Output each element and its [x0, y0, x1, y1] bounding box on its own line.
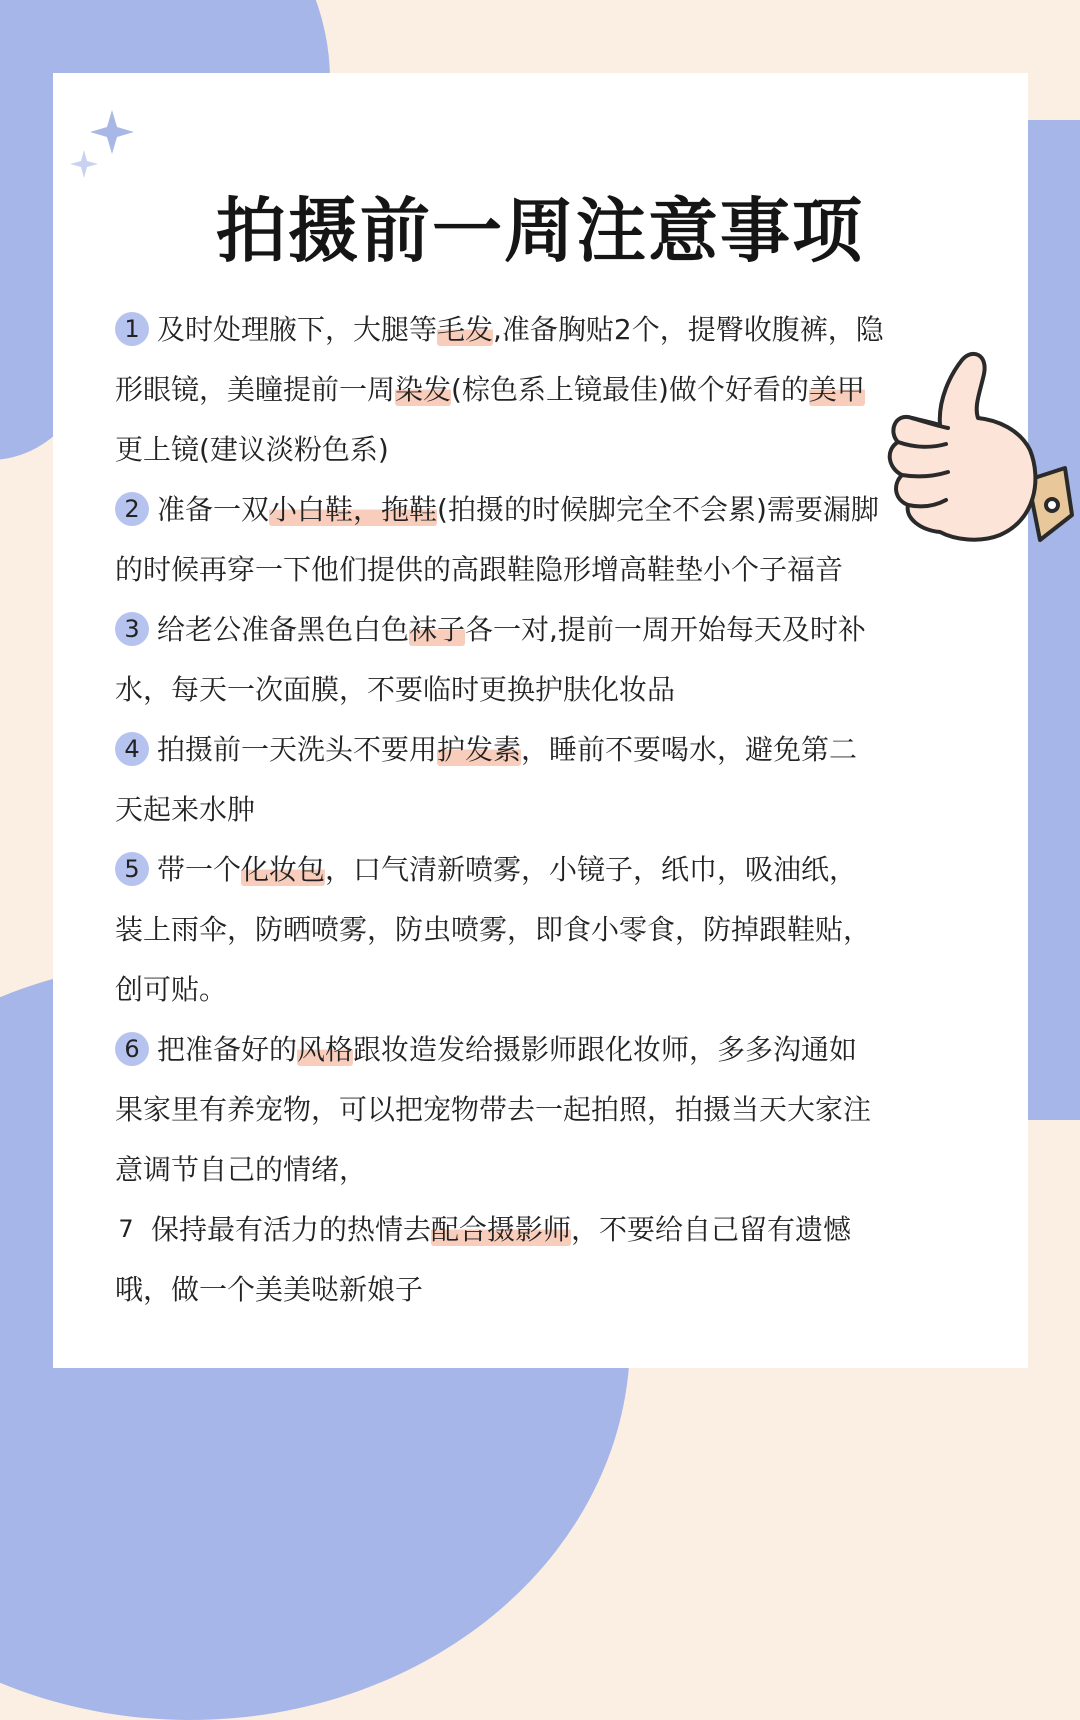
item-text: ，不要给自己留有遗憾哦，做一个美美哒新娘子	[115, 1213, 852, 1306]
item-text: ，口气清新喷雾，小镜子，纸巾，吸油纸，装上雨伞，防晒喷雾，防虫喷雾，即食小零食，防掉跟鞋贴，创可贴。	[115, 853, 872, 1006]
item-text: 保持最有活力的热情去	[151, 1213, 432, 1246]
note-item	[115, 1020, 885, 1200]
item-number: 3	[115, 612, 149, 646]
highlighted-keyword: 化妆包	[241, 853, 326, 886]
item-number: 5	[115, 852, 149, 886]
notes-list	[115, 300, 885, 1320]
item-text: 带一个	[157, 853, 242, 886]
highlighted-keyword: 配合摄影师	[431, 1213, 572, 1246]
note-item	[115, 1200, 885, 1320]
item-text: 给老公准备黑色白色	[157, 613, 410, 646]
note-item	[115, 720, 885, 840]
item-number: 2	[115, 492, 149, 526]
item-text: 及时处理腋下，大腿等	[157, 313, 438, 346]
item-number: 1	[115, 312, 149, 346]
item-text: 各一对,提前一周开始每天及时补水，每天一次面膜，不要临时更换护肤化妆品	[115, 613, 866, 706]
item-text: 把准备好的	[157, 1033, 298, 1066]
highlighted-keyword: 美甲	[808, 373, 865, 406]
page-title: 拍摄前一周注意事项	[216, 190, 864, 272]
item-text: (拍摄的时候脚完全不会累)需要漏脚的时候再穿一下他们提供的高跟鞋隐形增高鞋垫小个子福音	[115, 493, 879, 586]
highlighted-keyword: 小白鞋，拖鞋	[269, 493, 438, 526]
item-number: 6	[115, 1032, 149, 1066]
highlighted-keyword: 毛发	[437, 313, 494, 346]
note-item	[115, 840, 885, 1020]
item-text: (棕色系上镜最佳)做个好看的	[451, 373, 809, 406]
highlighted-keyword: 护发素	[437, 733, 522, 766]
thumbs-up-icon	[880, 340, 1075, 570]
item-text: ,准备胸贴2个，提臀收腹裤，隐形眼镜，美瞳提前一周	[115, 313, 884, 406]
item-text: 跟妆造发给摄影师跟化妆师，多多沟通如果家里有养宠物，可以把宠物带去一起拍照，拍摄当天大家注意调节自己的情绪，	[115, 1033, 872, 1186]
item-text: 准备一双	[157, 493, 270, 526]
item-text: 更上镜(建议淡粉色系)	[115, 433, 389, 466]
item-text: ，睡前不要喝水，避免第二天起来水肿	[115, 733, 858, 826]
note-item	[115, 480, 885, 600]
item-text: 拍摄前一天洗头不要用	[157, 733, 438, 766]
item-number: 4	[115, 732, 149, 766]
highlighted-keyword: 染发	[395, 373, 452, 406]
item-number: 7	[118, 1215, 134, 1243]
note-item	[115, 600, 885, 720]
highlighted-keyword: 风格	[297, 1033, 354, 1066]
highlighted-keyword: 袜子	[409, 613, 466, 646]
note-item	[115, 300, 885, 480]
